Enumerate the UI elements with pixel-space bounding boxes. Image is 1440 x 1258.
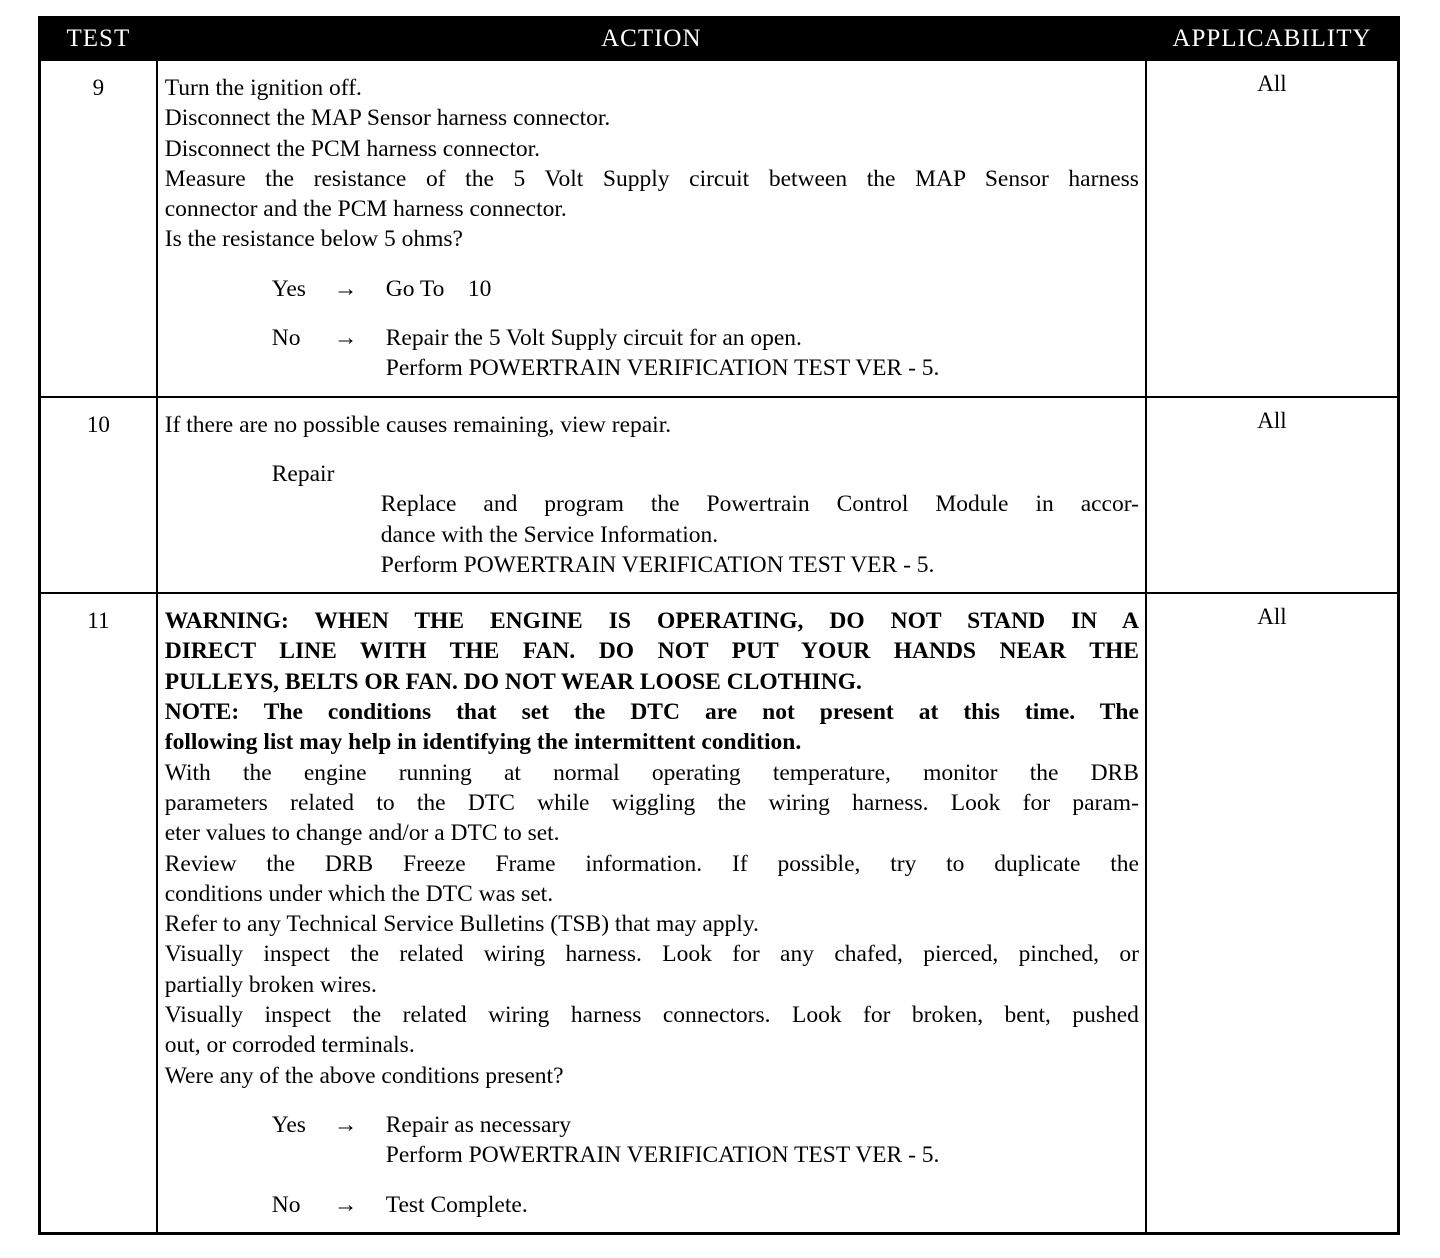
result-text: Repair the 5 Volt Supply circuit for an open. — [385, 325, 802, 352]
action-line: conditions under which the DTC was set. — [164, 880, 554, 907]
action-cell — [157, 60, 1146, 397]
result-no — [272, 1190, 1139, 1220]
arrow-right-icon: → — [333, 275, 358, 302]
arrow-right-icon: → — [333, 1191, 358, 1218]
result-yes — [272, 274, 1139, 304]
action-cell — [157, 397, 1146, 593]
result-no — [272, 323, 1139, 384]
repair-body — [381, 489, 1139, 580]
applicability-value: All — [1146, 60, 1399, 397]
test-number: 11 — [40, 593, 157, 1233]
action-line: out, or corroded terminals. — [164, 1032, 415, 1059]
action-line: connector and the PCM harness connector. — [164, 196, 567, 223]
repair-label: Repair — [271, 460, 335, 487]
result-label: No — [271, 1191, 301, 1218]
repair-line: dance with the Service Information. — [380, 521, 719, 548]
note-line: following list may help in identifying the intermittent condition. — [164, 729, 802, 756]
action-line: With the engine running at normal operating temperature, monitor the DRB — [164, 759, 1139, 786]
action-line: Review the DRB Freeze Frame information. If possible, try to duplicate the — [164, 850, 1139, 877]
action-line: parameters related to the DTC while wiggling the wiring harness. Look for param- — [164, 789, 1139, 816]
action-line: Is the resistance below 5 ohms? — [164, 226, 463, 253]
arrow-right-icon: → — [333, 325, 358, 352]
action-line: If there are no possible causes remaining, view repair. — [164, 411, 672, 438]
result-label: No — [271, 325, 301, 352]
result-text: Test Complete. — [385, 1191, 528, 1218]
result-text: Repair as necessary — [385, 1111, 572, 1138]
action-line: Measure the resistance of the 5 Volt Supply circuit between the MAP Sensor harness — [164, 165, 1139, 192]
repair-line: Replace and program the Powertrain Control Module in accor- — [380, 491, 1139, 518]
arrow-right-icon: → — [333, 1111, 358, 1138]
diagnostic-test-table — [38, 16, 1400, 1235]
note-line: NOTE: The conditions that set the DTC are not present at this time. The — [164, 699, 1139, 726]
test-number: 9 — [40, 60, 157, 397]
warning-line: WARNING: WHEN THE ENGINE IS OPERATING, DO NOT STAND IN A — [164, 608, 1139, 635]
table-row — [40, 397, 1399, 593]
action-line: Disconnect the MAP Sensor harness connector. — [164, 105, 611, 132]
result-label: Yes — [271, 1111, 306, 1138]
table-row — [40, 593, 1399, 1233]
result-label: Yes — [271, 275, 306, 302]
action-line: Visually inspect the related wiring harness connectors. Look for broken, bent, pushed — [164, 1002, 1139, 1029]
result-text: Perform POWERTRAIN VERIFICATION TEST VER - 5. — [385, 355, 940, 382]
result-text: Perform POWERTRAIN VERIFICATION TEST VER - 5. — [385, 1142, 940, 1169]
table-header-row — [40, 18, 1399, 61]
header-test: TEST — [40, 18, 157, 61]
warning-line: DIRECT LINE WITH THE FAN. DO NOT PUT YOUR HANDS NEAR THE — [164, 638, 1139, 665]
test-number: 10 — [40, 397, 157, 593]
header-action: ACTION — [157, 18, 1146, 61]
applicability-value: All — [1146, 593, 1399, 1233]
result-text: Go To 10 — [385, 275, 492, 302]
warning-line: PULLEYS, BELTS OR FAN. DO NOT WEAR LOOSE CLOTHING. — [164, 668, 862, 695]
applicability-value: All — [1146, 397, 1399, 593]
repair-line: Perform POWERTRAIN VERIFICATION TEST VER - 5. — [380, 551, 935, 578]
action-line: Visually inspect the related wiring harness. Look for any chafed, pierced, pinched, or — [164, 941, 1139, 968]
result-yes — [272, 1110, 1139, 1171]
action-cell — [157, 593, 1146, 1233]
action-line: Turn the ignition off. — [164, 75, 362, 101]
action-line: Refer to any Technical Service Bulletins (TSB) that may apply. — [164, 911, 759, 938]
header-applicability: APPLICABILITY — [1146, 18, 1399, 61]
table-row — [40, 60, 1399, 397]
action-line: partially broken wires. — [164, 971, 377, 998]
action-line: Were any of the above conditions present? — [164, 1062, 564, 1089]
action-line: eter values to change and/or a DTC to set. — [164, 820, 560, 847]
action-line: Disconnect the PCM harness connector. — [164, 135, 541, 162]
